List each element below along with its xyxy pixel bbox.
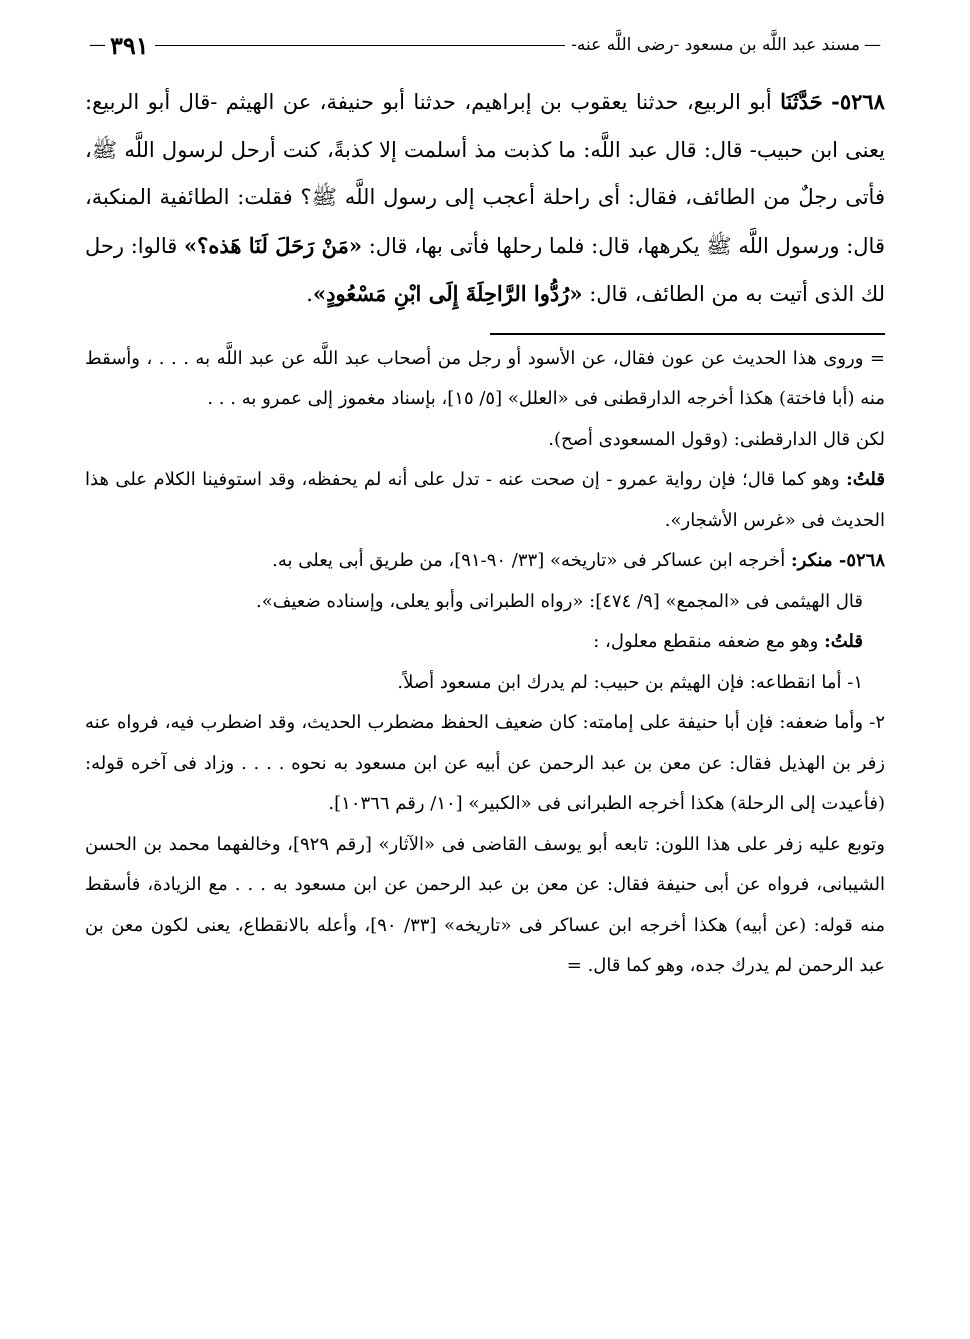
- running-header: [85, 28, 885, 62]
- footnote-paragraph: قال الهيثمى فى «المجمع» [٩/ ٤٧٤]: «رواه الطبرانى وأبو يعلى، وإسناده ضعيف».: [256, 590, 863, 612]
- footnote-label: ٥٢٦٨- منكر:: [791, 550, 885, 571]
- hadith-quote-1: «مَنْ رَحَلَ لَنَا هَذه؟»: [184, 232, 362, 258]
- footnote-paragraph: [85, 622, 885, 663]
- hadith-body-1: أبو الربيع، حدثنا يعقوب بن إبراهيم، حدثنا أبو حنيفة، عن الهيثم -قال أبو الربيع: يعنى ابن حبيب- قال: قال عبد اللَّه: ما كذبت مذ أسلمت إلا كذبةً، كنت أرحل لرسول اللَّه ﷺ، فأتى رجلٌ من الطائف، فقال: أى راحلة أعجب إلى رسول اللَّه ﷺ؟ فقلت: الطائفية المنكبة، قال: ورسول اللَّه ﷺ يكرهها، قال: فلما رحلها فأتى بها، قال:: [85, 90, 885, 258]
- hadith-opening: حَدَّثَنَا: [780, 89, 823, 114]
- book-page: [85, 28, 885, 1309]
- hadith-end: .: [306, 282, 313, 306]
- footnote-text: أخرجه ابن عساكر فى «تاريخه» [٣٣/ ٩٠-٩١]، من طريق أبى يعلى به.: [272, 550, 786, 571]
- header-title: مسند عبد اللَّه بن مسعود -رضى اللَّه عنه-: [571, 35, 860, 55]
- footnote-paragraph: [85, 541, 885, 582]
- footnote-text: وهو كما قال؛ فإن رواية عمرو - إن صحت عنه - تدل على أنه لم يحفظه، وقد استوفينا الكلام على هذا الحديث فى «غرس الأشجار».: [85, 469, 885, 531]
- footnote-text: وهو مع ضعفه منقطع معلول، :: [593, 631, 819, 652]
- page-number: ٣٩١: [110, 30, 149, 60]
- hadith-body-2: قالوا: رحل لك الذى أتيت به من الطائف، قال:: [85, 233, 885, 306]
- footnote-separator: [490, 333, 885, 335]
- footnote-paragraph: ٢- وأما ضعفه: فإن أبا حنيفة على إمامته: كان ضعيف الحفظ مضطرب الحديث، وقد اضطرب فيه، فرواه عنه زفر بن الهذيل فقال: عن معن بن عبد الرحمن عن أبيه عن ابن مسعود به نحوه . . . . وزاد فى آخره قوله: (فأعيدت إلى الرحلة) هكذا أخرجه الطبرانى فى «الكبير» [١٠/ رقم ١٠٣٦٦].: [85, 712, 885, 814]
- footnote-paragraph: لكن قال الدارقطنى: (وقول المسعودى أصح).: [548, 428, 885, 450]
- header-rule: [155, 45, 566, 46]
- hadith-quote-2: «رُدُّوا الرَّاحِلَةَ إِلَى ابْنِ مَسْعُودٍ»: [312, 281, 583, 306]
- footnote-label: قلتُ:: [846, 469, 885, 490]
- footnote-label: قلتُ:: [824, 631, 863, 652]
- hadith-text: [85, 78, 885, 319]
- footnotes: [85, 339, 885, 987]
- footnote-paragraph: ١- أما انقطاعه: فإن الهيثم بن حبيب: لم يدرك ابن مسعود أصلاً.: [397, 671, 863, 693]
- footnote-paragraph: = وروى هذا الحديث عن عون فقال، عن الأسود أو رجل من أصحاب عبد اللَّه عن عبد اللَّه به . . . ، وأسقط منه (أبا فاختة) هكذا أخرجه الدارقطنى فى «العلل» [٥/ ١٥]، بإسناد مغموز إلى عمرو به . . .: [85, 347, 885, 409]
- hadith-number: ٥٢٦٨-: [831, 89, 885, 114]
- header-dash-left: —: [89, 35, 106, 55]
- footnote-paragraph: [85, 460, 885, 541]
- footnote-paragraph: وتوبع عليه زفر على هذا اللون: تابعه أبو يوسف القاضى فى «الآثار» [رقم ٩٢٩]، وخالفهما محمد بن الحسن الشيبانى، فرواه عن أبى حنيفة فقال: عن معن بن عبد الرحمن عن ابن مسعود به . . . مع الزيادة، فأسقط منه قوله: (عن أبيه) هكذا أخرجه ابن عساكر فى «تاريخه» [٣٣/ ٩٠]، وأعله بالانقطاع، يعنى لكون معن بن عبد الرحمن لم يدرك جده، وهو كما قال. =: [85, 833, 885, 976]
- header-dash-right: —: [864, 35, 881, 55]
